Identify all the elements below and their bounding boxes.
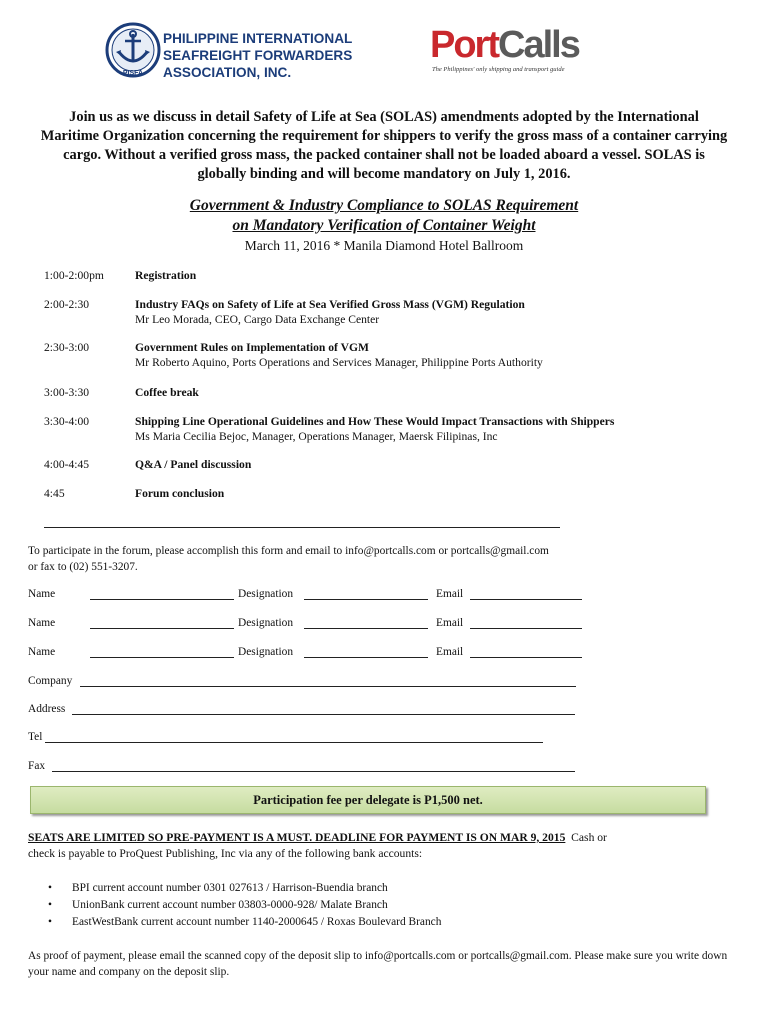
program-title: Coffee break — [135, 386, 199, 399]
bank-account: UnionBank current account number 03803-0000-928/ Malate Branch — [72, 899, 388, 911]
program-speaker: Ms Maria Cecilia Bejoc, Manager, Operations Manager, Maersk Filipinas, Inc — [135, 430, 498, 443]
company-label: Company — [28, 675, 73, 687]
payment-deadline-notice: SEATS ARE LIMITED SO PRE-PAYMENT IS A MUST. DEADLINE FOR PAYMENT IS ON MAR 9, 2015 — [28, 831, 566, 844]
program-time: 4:45 — [44, 487, 65, 500]
pisfa-name-line-2: SEAFREIGHT FORWARDERS — [163, 48, 353, 63]
pisfa-logo-label: PISFA — [122, 70, 144, 77]
portcalls-word-port: Port — [430, 24, 498, 66]
address-label: Address — [28, 703, 66, 715]
program-time: 2:00-2:30 — [44, 298, 90, 311]
program-time: 1:00-2:00pm — [44, 269, 104, 282]
program-title: Industry FAQs on Safety of Life at Sea Verified Gross Mass (VGM) Regulation — [135, 298, 525, 311]
designation-field[interactable] — [304, 645, 428, 658]
email-field[interactable] — [470, 587, 582, 600]
form-instructions — [28, 543, 728, 575]
portcalls-logo — [430, 26, 590, 76]
designation-field[interactable] — [304, 616, 428, 629]
program-title: Government Rules on Implementation of VGM — [135, 341, 369, 354]
email-field[interactable] — [470, 616, 582, 629]
email-label: Email — [436, 617, 464, 629]
payment-notice-rest-1: Cash or — [565, 831, 607, 844]
proof-of-payment-note: As proof of payment, please email the scanned copy of the deposit slip to info@portcalls.com or portcalls@gmail.com. Please make sure you write down your name and company on the deposit slip. — [28, 950, 728, 978]
section-divider — [44, 527, 560, 528]
name-field[interactable] — [90, 645, 234, 658]
program-time: 3:00-3:30 — [44, 386, 90, 399]
program-speaker: Mr Roberto Aquino, Ports Operations and Services Manager, Philippine Ports Authority — [135, 356, 543, 369]
pisfa-name-line-1: PHILIPPINE INTERNATIONAL — [163, 31, 353, 46]
bullet: • — [48, 882, 52, 894]
designation-label: Designation — [238, 646, 294, 658]
event-title-line-1: Government & Industry Compliance to SOLAS Requirement — [189, 197, 579, 214]
portcalls-tagline: The Philippines' only shipping and transport guide — [432, 66, 565, 73]
form-instructions-line-2: or fax to (02) 551-3207. — [28, 561, 138, 573]
program-time: 4:00-4:45 — [44, 458, 90, 471]
pisfa-anchor-logo-icon — [103, 22, 163, 78]
program-speaker: Mr Leo Morada, CEO, Cargo Data Exchange Center — [135, 313, 380, 326]
portcalls-wordmark — [430, 26, 590, 64]
fax-field[interactable] — [52, 759, 575, 772]
address-field[interactable] — [72, 702, 575, 715]
name-label: Name — [28, 617, 56, 629]
name-label: Name — [28, 588, 56, 600]
company-field[interactable] — [80, 674, 576, 687]
event-title — [60, 196, 708, 236]
name-label: Name — [28, 646, 56, 658]
tel-field[interactable] — [45, 730, 543, 743]
pisfa-name-line-3: ASSOCIATION, INC. — [163, 65, 292, 80]
portcalls-word-calls: Calls — [498, 24, 579, 66]
payment-notice-rest-2: check is payable to ProQuest Publishing, Inc via any of the following bank accounts: — [28, 847, 423, 860]
bullet: • — [48, 916, 52, 928]
program-title: Forum conclusion — [135, 487, 225, 500]
pisfa-name — [163, 30, 352, 81]
bank-account: EastWestBank current account number 1140-2000645 / Roxas Boulevard Branch — [72, 916, 442, 928]
email-label: Email — [436, 646, 464, 658]
program-title: Shipping Line Operational Guidelines and How These Would Impact Transactions with Shippers — [135, 415, 615, 428]
form-instructions-line-1: To participate in the forum, please accomplish this form and email to info@portcalls.com or portcalls@gmail.com — [28, 545, 549, 557]
fax-label: Fax — [28, 760, 46, 772]
email-field[interactable] — [470, 645, 582, 658]
name-field[interactable] — [90, 587, 234, 600]
bank-account: BPI current account number 0301 027613 / Harrison-Buendia branch — [72, 882, 388, 894]
bullet: • — [48, 899, 52, 911]
event-date-venue: March 11, 2016 * Manila Diamond Hotel Ballroom — [244, 238, 524, 253]
event-title-line-2: on Mandatory Verification of Container Weight — [232, 217, 536, 234]
participation-fee-banner: Participation fee per delegate is P1,500 net. — [30, 786, 706, 814]
program-title: Registration — [135, 269, 197, 282]
designation-field[interactable] — [304, 587, 428, 600]
designation-label: Designation — [238, 588, 294, 600]
payment-notice — [28, 830, 748, 862]
email-label: Email — [436, 588, 464, 600]
name-field[interactable] — [90, 616, 234, 629]
program-title: Q&A / Panel discussion — [135, 458, 252, 471]
tel-label: Tel — [28, 731, 43, 743]
designation-label: Designation — [238, 617, 294, 629]
intro-paragraph: Join us as we discuss in detail Safety of Life at Sea (SOLAS) amendments adopted by the International Maritime Organization concerning the requirement for shippers to verify the gross mass of a container carrying cargo. Without a verified gross mass, the packed container shall not be loaded aboard a vessel. SOLAS is globally binding and will become mandatory on July 1, 2016. — [40, 109, 728, 182]
program-time: 3:30-4:00 — [44, 415, 90, 428]
program-time: 2:30-3:00 — [44, 341, 90, 354]
